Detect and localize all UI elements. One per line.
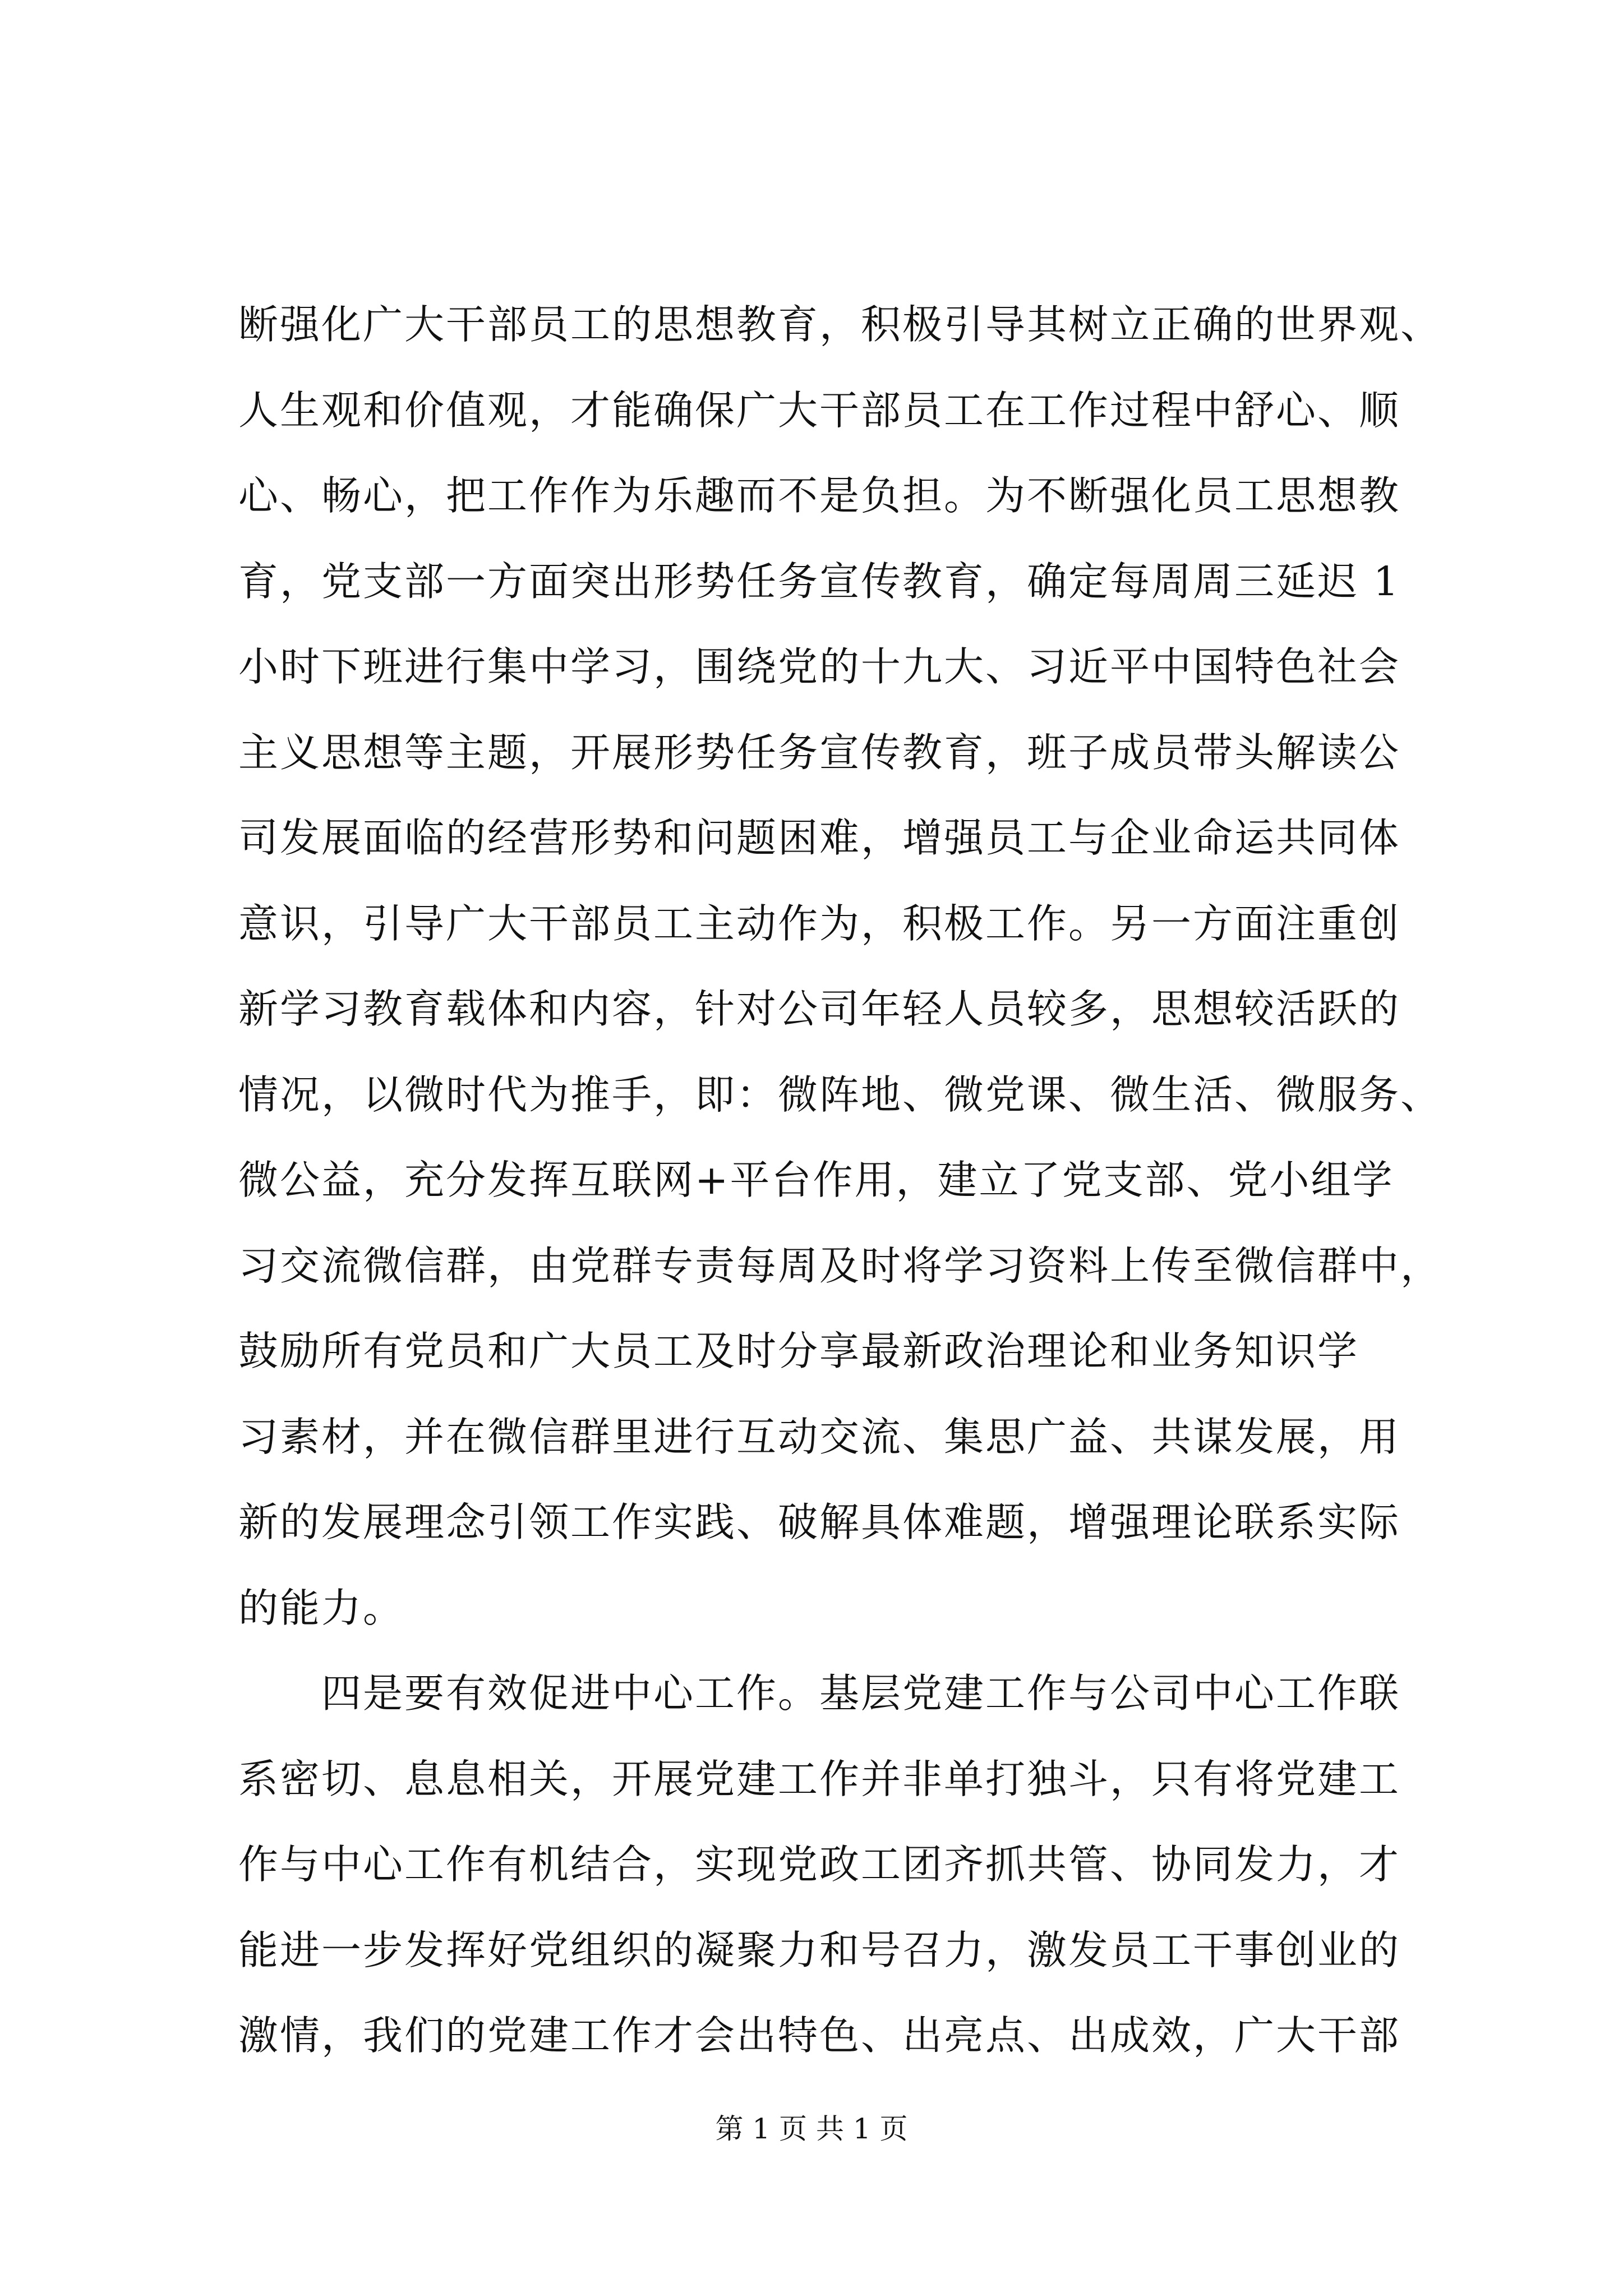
- text-line: 激情，我们的党建工作才会出特色、出亮点、出成效，广大干部: [238, 2012, 1401, 2059]
- text-line: 四是要有效促进中心工作。基层党建工作与公司中心工作联: [321, 1670, 1401, 1717]
- text-line: 司发展面临的经营形势和问题困难，增强员工与企业命运共同体: [238, 815, 1401, 861]
- text-line: 新的发展理念引领工作实践、破解具体难题，增强理论联系实际: [238, 1499, 1401, 1545]
- text-line: 意识，引导广大干部员工主动作为，积极工作。另一方面注重创: [238, 900, 1401, 947]
- text-line: 的能力。: [238, 1584, 405, 1631]
- text-line: 系密切、息息相关，开展党建工作并非单打独斗，只有将党建工: [238, 1755, 1401, 1802]
- text-line: 小时下班进行集中学习，围绕党的十九大、习近平中国特色社会: [238, 643, 1401, 690]
- text-line: 新学习教育载体和内容，针对公司年轻人员较多，思想较活跃的: [238, 986, 1401, 1032]
- text-line: 微公益，充分发挥互联网+平台作用，建立了党支部、党小组学: [238, 1157, 1394, 1203]
- text-line: 主义思想等主题，开展形势任务宣传教育，班子成员带头解读公: [238, 729, 1401, 776]
- text-line: 作与中心工作有机结合，实现党政工团齐抓共管、协同发力，才: [238, 1841, 1401, 1888]
- text-line: 能进一步发挥好党组织的凝聚力和号召力，激发员工干事创业的: [238, 1926, 1401, 1973]
- paragraph-1: [238, 282, 1442, 1651]
- text-line: 断强化广大干部员工的思想教育，积极引导其树立正确的世界观、: [238, 301, 1442, 348]
- page-number-footer: 第 1 页 共 1 页: [715, 2113, 908, 2145]
- text-line: 情况，以微时代为推手，即：微阵地、微党课、微生活、微服务、: [238, 1071, 1442, 1118]
- paragraph-2: [238, 1651, 1438, 2079]
- text-line: 鼓励所有党员和广大员工及时分享最新政治理论和业务知识学: [238, 1328, 1359, 1374]
- text-line: 人生观和价值观，才能确保广大干部员工在工作过程中舒心、顺: [238, 386, 1401, 434]
- text-line: 心、畅心，把工作作为乐趣而不是负担。为不断强化员工思想教: [238, 472, 1401, 519]
- document-body: [238, 282, 1442, 2079]
- text-line: 习素材，并在微信群里进行互动交流、集思广益、共谋发展，用: [238, 1413, 1401, 1460]
- text-line: 习交流微信群，由党群专责每周及时将学习资料上传至微信群中，: [238, 1242, 1442, 1289]
- text-line: 育，党支部一方面突出形势任务宣传教育，确定每周周三延迟 1: [238, 558, 1400, 605]
